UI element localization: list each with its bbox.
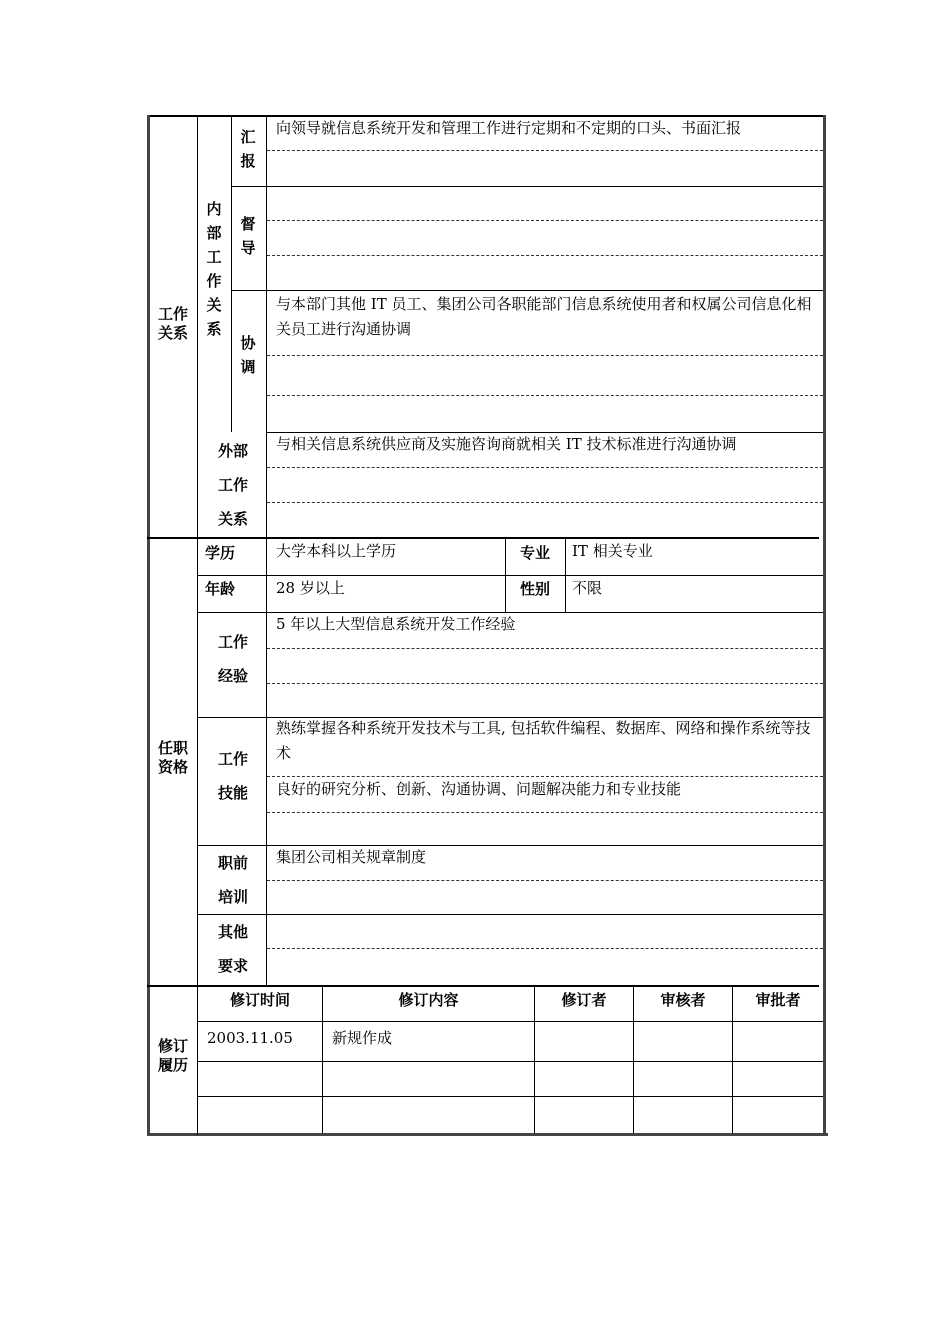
dashed-line	[267, 355, 823, 356]
row-divider	[197, 1061, 823, 1062]
dashed-line	[267, 467, 823, 468]
revision-header: 审核者	[660, 991, 706, 1009]
dashed-line	[267, 255, 823, 256]
section-divider-1	[147, 537, 819, 539]
report-label: 汇 报	[240, 128, 256, 170]
job-description-table	[147, 115, 826, 1135]
row-divider	[231, 290, 823, 291]
dashed-line	[267, 648, 823, 649]
education-label: 学历	[205, 544, 236, 562]
external-relations-text: 与相关信息系统供应商及实施咨询商就相关 IT 技术标准进行沟通协调	[276, 435, 737, 453]
qual-label-divider	[266, 538, 267, 986]
gender-label: 性别	[519, 580, 550, 598]
frame-left	[147, 115, 150, 1136]
row-divider	[197, 1021, 823, 1022]
other-requirements-label: 其他 要求	[217, 923, 248, 975]
dashed-line	[267, 812, 823, 813]
row-divider	[231, 186, 823, 187]
major-label: 专业	[519, 544, 550, 562]
education-value: 大学本科以上学历	[276, 542, 397, 560]
row-divider	[197, 1096, 823, 1097]
revision-header: 修订时间	[229, 991, 290, 1009]
dashed-line	[267, 502, 823, 503]
experience-text: 5 年以上大型信息系统开发工作经验	[276, 615, 516, 633]
internal-relations-label: 内 部 工 作 关 系	[206, 200, 222, 338]
internal-label-divider	[231, 115, 232, 432]
revision-header: 审批者	[755, 991, 801, 1009]
dashed-line	[267, 220, 823, 221]
age-label: 年龄	[205, 580, 236, 598]
major-value: IT 相关专业	[572, 542, 653, 560]
report-text: 向领导就信息系统开发和管理工作进行定期和不定期的口头、书面汇报	[276, 119, 742, 137]
sub-label-divider	[266, 115, 267, 538]
external-relations-label: 外部 工作 关系	[217, 442, 248, 528]
age-value: 28 岁以上	[276, 579, 345, 597]
dashed-line	[267, 948, 823, 949]
frame-right	[823, 115, 826, 1136]
coordinate-text: 与本部门其他 IT 员工、集团公司各职能部门信息系统使用者和权属公司信息化相关员工进行沟通协调	[276, 295, 812, 338]
gender-value: 不限	[572, 579, 603, 597]
training-label: 职前 培训	[217, 854, 248, 906]
dashed-line	[267, 880, 823, 881]
revision-content-cell: 新规作成	[332, 1029, 393, 1047]
dashed-line	[267, 395, 823, 396]
dashed-line	[267, 683, 823, 684]
frame-bottom	[147, 1133, 828, 1136]
dashed-line	[267, 150, 823, 151]
row-divider	[197, 914, 823, 915]
revision-header: 修订内容	[398, 991, 459, 1009]
work-relations-label: 工作 关系	[157, 305, 188, 342]
experience-label: 工作 经验	[217, 633, 248, 685]
qualifications-label: 任职 资格	[157, 739, 188, 776]
training-text: 集团公司相关规章制度	[276, 848, 427, 866]
skills-text-2: 良好的研究分析、创新、沟通协调、问题解决能力和专业技能	[276, 780, 682, 798]
revision-history-label: 修订 履历	[157, 1037, 188, 1074]
section-column-divider	[197, 115, 198, 1135]
revision-header: 修订者	[561, 991, 607, 1009]
skills-text-1: 熟练掌握各种系统开发技术与工具, 包括软件编程、数据库、网络和操作系统等技术	[276, 719, 811, 762]
skills-label: 工作 技能	[217, 750, 248, 802]
supervise-label: 督 导	[240, 215, 256, 257]
revision-date-cell: 2003.11.05	[207, 1029, 293, 1047]
coordinate-label: 协 调	[240, 334, 256, 376]
